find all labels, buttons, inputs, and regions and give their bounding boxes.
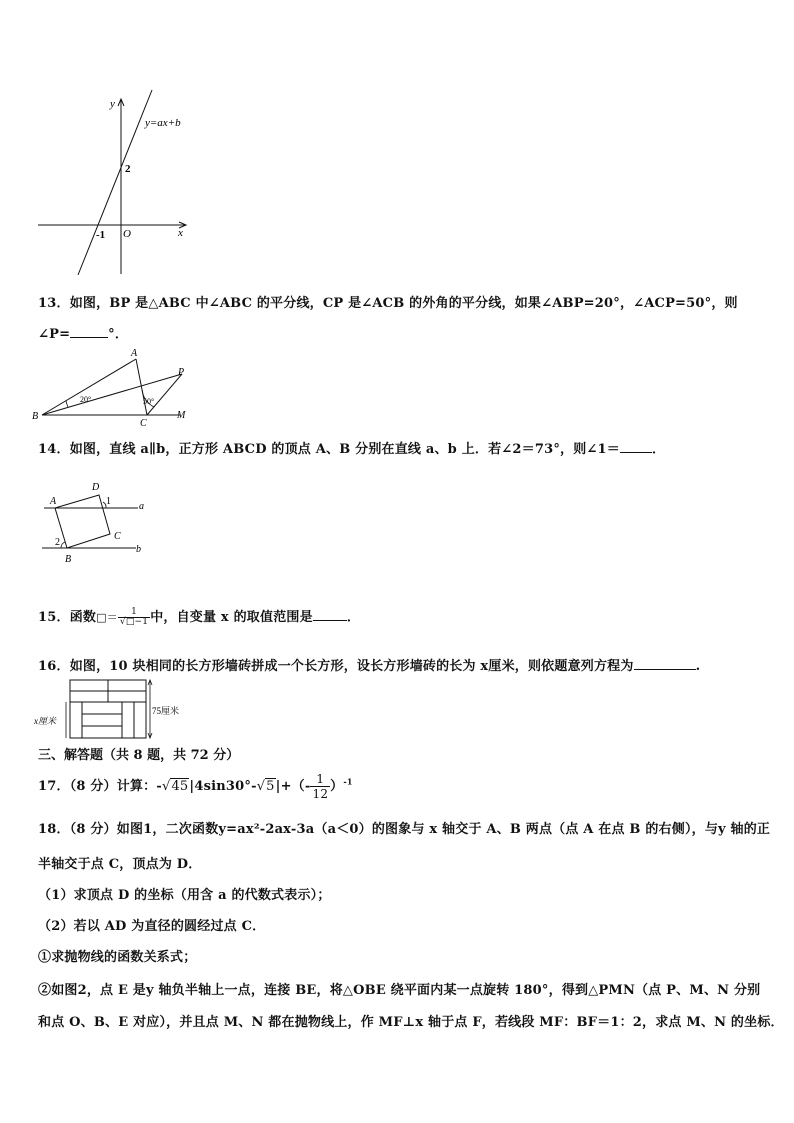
q15-fraction	[118, 608, 150, 627]
q18-line1: 18．（8 分）如图1，二次函数y=ax²-2ax-3a（a＜0）的图象与 x 轴交于 A、B 两点（点 A 在点 B 的右侧），与y 轴的正	[38, 822, 771, 837]
q18-line6: ②如图2，点 E 是y 轴负半轴上一点，连接 BE，将△OBE 绕平面内某一点旋转 180°，得到△PMN（点 P、M、N 分别	[38, 983, 761, 998]
q14-answer-blank[interactable]	[620, 452, 652, 453]
q13-label-P: P	[178, 367, 185, 378]
q13-line2-post: °．	[108, 327, 129, 342]
q14-text-pre: 14．如图，直线 a∥b，正方形 ABCD 的顶点 A、B 分别在直线 a、b 上．若∠2＝73°，则∠1＝	[38, 442, 620, 457]
q13-angle-20: 20°	[80, 395, 92, 404]
line-label: y=ax+b	[145, 117, 181, 129]
q16-figure	[34, 676, 194, 742]
q14-label-a: a	[139, 501, 144, 512]
q14-label-B: B	[65, 554, 72, 565]
q13-line1: 13．如图，BP 是△ABC 中∠ABC 的平分线，CP 是∠ACB 的外角的平分线，如果∠ABP=20°，∠ACP=50°，则	[38, 296, 738, 311]
q17-mid1: |4sin30°-	[189, 779, 257, 794]
q17-post: ）	[330, 779, 344, 794]
q14-label-2: 2	[55, 537, 60, 548]
section-heading: 三、解答题（共 8 题，共 72 分）	[38, 748, 240, 763]
q17-sqrt-5: 5	[266, 779, 275, 794]
q13-figure	[30, 345, 200, 429]
q16-text	[38, 655, 700, 674]
q13-answer-blank[interactable]	[70, 337, 108, 338]
q13-line2-pre: ∠P=	[38, 327, 71, 342]
q17-frac-num: 1	[310, 772, 330, 787]
q14-label-A: A	[50, 496, 57, 507]
q15-frac-den: √□−1	[119, 617, 149, 627]
q13-line2	[38, 323, 128, 342]
q17-sqrt-45: 45	[171, 779, 189, 794]
q18-line7: 和点 O、B、E 对应），并且点 M、N 都在抛物线上，作 MF⊥x 轴于点 F，若线段 MF：BF＝1：2，求点 M、N 的坐标．	[38, 1015, 784, 1030]
q16-post: .	[695, 659, 701, 674]
q18-line5: ①求抛物线的函数关系式；	[38, 950, 197, 965]
q15-answer-blank[interactable]	[313, 620, 347, 621]
q14-text	[38, 438, 665, 457]
y-intercept-label: 2	[125, 163, 131, 175]
q17-fraction	[310, 772, 330, 801]
q17-text: 17．（8 分）计算：-√45|4sin30°-√5|+（- $\frac{1}{12}$ ）$^{-1}$	[38, 772, 353, 801]
q17-mid2: |+（-	[275, 779, 311, 794]
q14-text-post: ．	[651, 442, 666, 457]
q17-exponent: -1	[343, 776, 353, 787]
q14-label-1: 1	[106, 496, 111, 507]
q15-pre: 15．函数	[38, 610, 97, 625]
q14-label-b: b	[136, 544, 141, 555]
q17-frac-den: 12	[312, 787, 329, 801]
q15-frac-num: 1	[118, 608, 150, 618]
function-line	[78, 90, 152, 275]
q13-label-A: A	[131, 348, 138, 359]
q15-post: ．	[346, 610, 361, 625]
q16-label-75cm: 75厘米	[152, 706, 180, 716]
q16-answer-blank[interactable]	[634, 669, 696, 670]
q14-figure	[38, 478, 158, 568]
q15-text: 15．函数□＝ $\frac{1}{√□-1}$ 中，自变量 x 的取值范围是 ．	[38, 607, 361, 627]
linear-function-graph	[30, 88, 200, 278]
q16-label-xcm: x厘米	[34, 716, 56, 726]
x-intercept-label: -1	[96, 229, 106, 241]
q13-label-C: C	[140, 418, 147, 429]
q14-label-C: C	[114, 531, 121, 542]
y-axis-label: y	[110, 98, 115, 110]
q17-pre: 17．（8 分）计算：-	[38, 779, 162, 794]
origin-label: O	[123, 228, 131, 240]
q18-line3: （1）求顶点 D 的坐标（用含 a 的代数式表示）；	[38, 888, 331, 903]
q13-label-M: M	[177, 410, 186, 421]
q13-label-B: B	[32, 411, 39, 422]
q13-angle-50: 50°	[143, 397, 155, 406]
q16-text-main: 16．如图，10 块相同的长方形墙砖拼成一个长方形，设长方形墙砖的长为 x厘米，则依题意列方程为	[38, 659, 634, 674]
q14-label-D: D	[92, 482, 100, 493]
q18-line2: 半轴交于点 C，顶点为 D．	[38, 857, 202, 872]
q18-line4: （2）若以 AD 为直径的圆经过点 C．	[38, 919, 266, 934]
x-axis-label: x	[178, 227, 183, 239]
q15-mid: 中，自变量 x 的取值范围是	[150, 610, 313, 625]
